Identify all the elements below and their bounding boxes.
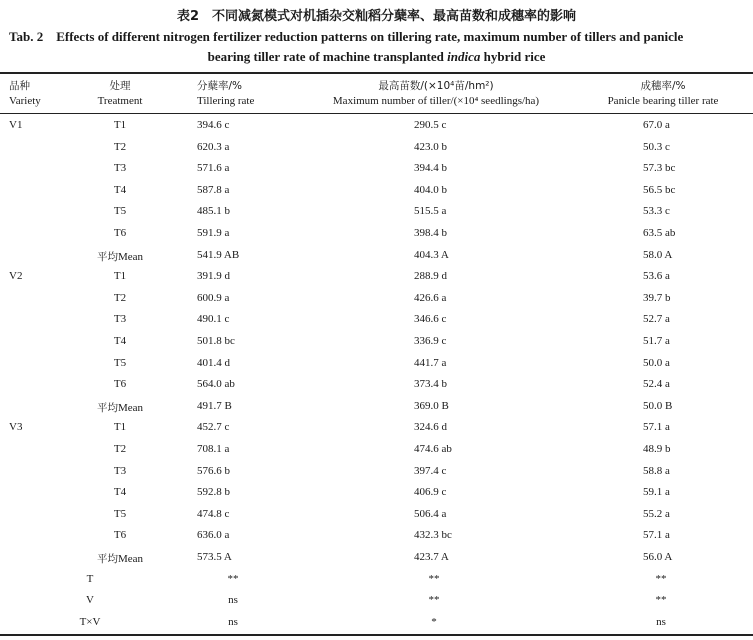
panicle-rate-cell: 58.8 a bbox=[643, 464, 670, 477]
treatment-label: T3 bbox=[113, 313, 127, 326]
max-tillers-cell: 506.4 a bbox=[414, 507, 447, 520]
table-row bbox=[0, 375, 753, 397]
max-tillers-cell: 369.0 B bbox=[414, 399, 449, 412]
tillering-cell: 587.8 a bbox=[197, 183, 230, 196]
header-tillering: 分蘖率/% Tillering rate bbox=[197, 80, 255, 107]
panicle-rate-cell: 51.7 a bbox=[643, 335, 670, 347]
treatment-en-label: Mean bbox=[117, 553, 144, 565]
max-tillers-cell: 441.7 a bbox=[414, 356, 447, 369]
anova-factor: T bbox=[86, 572, 94, 585]
top-rule bbox=[0, 72, 753, 74]
panicle-rate-cell: 39.7 b bbox=[643, 291, 671, 304]
table-row bbox=[0, 116, 753, 138]
max-tillers-cell: 406.9 c bbox=[414, 486, 447, 499]
max-tillers-cell: 404.0 b bbox=[414, 183, 447, 196]
tillering-cell: 600.9 a bbox=[197, 291, 230, 304]
treatment-label: T3 bbox=[113, 464, 127, 477]
table-title-en-line1: Tab. 2 Effects of different nitrogen fertilizer reduction patterns on tillering rate, maximum number of tillers and panicle bbox=[9, 29, 684, 44]
treatment-en-label: Mean bbox=[117, 401, 144, 414]
table-row bbox=[0, 505, 753, 527]
treatment-en-label: Mean bbox=[117, 250, 144, 263]
tillering-cell: 576.6 b bbox=[197, 464, 230, 477]
table-row bbox=[0, 181, 753, 203]
tillering-cell: 564.0 ab bbox=[197, 378, 235, 391]
variety-cell: V1 bbox=[9, 119, 23, 131]
max-tillers-cell: 426.6 a bbox=[414, 291, 447, 304]
table-row bbox=[0, 310, 753, 332]
variety-cell: V2 bbox=[9, 270, 23, 283]
treatment-cn-label: 平均 bbox=[96, 250, 118, 263]
tillering-cell: 394.6 c bbox=[197, 119, 230, 131]
panicle-rate-cell: 63.5 ab bbox=[643, 227, 676, 239]
panicle-rate-cell: 56.5 bc bbox=[643, 183, 676, 196]
table-title-cn: 表2 不同减氮模式对机插杂交籼稻分蘖率、最高苗数和成穗率的影响 bbox=[176, 9, 577, 24]
header-variety: 品种 Variety bbox=[9, 80, 41, 107]
tillering-cell: 452.7 c bbox=[197, 421, 230, 434]
table-row bbox=[0, 483, 753, 505]
max-tillers-cell: 394.4 b bbox=[414, 162, 447, 175]
panicle-rate-cell: 57.1 a bbox=[643, 529, 670, 542]
max-tillers-cell: 423.0 b bbox=[414, 140, 447, 153]
bottom-rule bbox=[0, 634, 753, 636]
panicle-rate-cell: 58.0 A bbox=[643, 248, 673, 261]
table-row bbox=[0, 418, 753, 440]
max-tillers-cell: 288.9 d bbox=[414, 270, 447, 283]
max-tillers-cell: 515.5 a bbox=[414, 205, 447, 218]
panicle-rate-cell: 52.4 a bbox=[643, 378, 670, 391]
panicle-rate-cell: 56.0 A bbox=[643, 551, 673, 563]
max-tillers-cell: 346.6 c bbox=[414, 313, 447, 326]
table-row bbox=[0, 224, 753, 246]
header-treatment: 处理 Treatment bbox=[97, 80, 143, 107]
max-tillers-cell: 474.6 ab bbox=[414, 443, 452, 455]
tillering-cell: 592.8 b bbox=[197, 486, 230, 499]
tillering-cell: 485.1 b bbox=[197, 205, 230, 218]
anova-max: ** bbox=[428, 572, 440, 585]
anova-row bbox=[0, 613, 753, 635]
treatment-label: T6 bbox=[113, 378, 127, 391]
treatment-label: T2 bbox=[113, 140, 127, 153]
anova-rate: ** bbox=[655, 594, 667, 607]
treatment-label: T2 bbox=[113, 291, 127, 304]
tillering-cell: 491.7 B bbox=[197, 399, 232, 412]
treatment-label: T4 bbox=[113, 183, 127, 196]
anova-max: ** bbox=[428, 594, 440, 607]
treatment-label: T3 bbox=[113, 162, 127, 175]
tillering-cell: 490.1 c bbox=[197, 313, 230, 326]
tillering-cell: 571.6 a bbox=[197, 162, 230, 175]
panicle-rate-cell: 50.3 c bbox=[643, 140, 670, 153]
max-tillers-cell: 324.6 d bbox=[414, 421, 447, 434]
treatment-label: T5 bbox=[113, 205, 127, 218]
table-row bbox=[0, 354, 753, 376]
tillering-cell: 501.8 bc bbox=[197, 335, 235, 347]
treatment-label: T1 bbox=[113, 270, 127, 283]
table-row bbox=[0, 397, 753, 419]
max-tillers-cell: 432.3 bc bbox=[414, 529, 452, 542]
anova-row bbox=[0, 591, 753, 613]
treatment-label: T1 bbox=[113, 421, 127, 434]
tillering-cell: 591.9 a bbox=[197, 227, 230, 239]
panicle-rate-cell: 67.0 a bbox=[643, 119, 670, 131]
panicle-rate-cell: 59.1 a bbox=[643, 486, 670, 499]
table-title-en-line2: bearing tiller rate of machine transplanted indica hybrid rice bbox=[207, 49, 546, 64]
anova-tillering: ** bbox=[227, 572, 239, 585]
treatment-label: T4 bbox=[113, 335, 127, 347]
panicle-rate-cell: 53.3 c bbox=[643, 205, 670, 218]
table-row bbox=[0, 138, 753, 160]
table-row bbox=[0, 332, 753, 354]
max-tillers-cell: 398.4 b bbox=[414, 227, 447, 239]
tillering-cell: 401.4 d bbox=[197, 356, 230, 369]
table-row bbox=[0, 462, 753, 484]
panicle-rate-cell: 57.3 bc bbox=[643, 162, 676, 175]
panicle-rate-cell: 50.0 a bbox=[643, 356, 670, 369]
tillering-cell: 573.5 A bbox=[197, 551, 232, 563]
tillering-cell: 541.9 AB bbox=[197, 248, 240, 261]
table-row bbox=[0, 548, 753, 570]
panicle-rate-cell: 53.6 a bbox=[643, 270, 670, 283]
max-tillers-cell: 290.5 c bbox=[414, 119, 447, 131]
anova-factor: T×V bbox=[79, 615, 101, 628]
header-panicle-rate: 成穗率/% Panicle bearing tiller rate bbox=[607, 80, 719, 107]
max-tillers-cell: 404.3 A bbox=[414, 248, 449, 261]
treatment-label: T2 bbox=[113, 443, 127, 455]
tillering-cell: 474.8 c bbox=[197, 507, 230, 520]
anova-row bbox=[0, 570, 753, 592]
treatment-label: T1 bbox=[113, 119, 127, 131]
panicle-rate-cell: 50.0 B bbox=[643, 399, 673, 412]
treatment-label: T4 bbox=[113, 486, 127, 499]
treatment-label: T5 bbox=[113, 507, 127, 520]
max-tillers-cell: 373.4 b bbox=[414, 378, 447, 391]
anova-tillering: ns bbox=[228, 615, 238, 628]
table-row bbox=[0, 246, 753, 268]
anova-factor: V bbox=[86, 594, 94, 607]
table-row bbox=[0, 159, 753, 181]
tillering-cell: 708.1 a bbox=[197, 443, 230, 455]
treatment-label: T6 bbox=[113, 529, 127, 542]
anova-tillering: ns bbox=[228, 594, 238, 607]
variety-cell: V3 bbox=[9, 421, 23, 434]
anova-rate: ** bbox=[655, 572, 667, 585]
table-row bbox=[0, 289, 753, 311]
tillering-cell: 620.3 a bbox=[197, 140, 230, 153]
table-row bbox=[0, 440, 753, 462]
anova-rate: ns bbox=[656, 615, 666, 628]
table-row bbox=[0, 526, 753, 548]
tillering-cell: 636.0 a bbox=[197, 529, 230, 542]
anova-max: * bbox=[431, 615, 437, 628]
header-max-tillers: 最高苗数/(×10⁴苗/hm²) Maximum number of tiller/(×10⁴ seedlings/ha) bbox=[332, 80, 540, 107]
treatment-label: T5 bbox=[113, 356, 127, 369]
panicle-rate-cell: 52.7 a bbox=[643, 313, 670, 326]
max-tillers-cell: 397.4 c bbox=[414, 464, 447, 477]
panicle-rate-cell: 57.1 a bbox=[643, 421, 670, 434]
treatment-label: T6 bbox=[113, 227, 127, 239]
tillering-cell: 391.9 d bbox=[197, 270, 230, 283]
table-row bbox=[0, 202, 753, 224]
panicle-rate-cell: 48.9 b bbox=[643, 443, 671, 455]
max-tillers-cell: 423.7 A bbox=[414, 551, 449, 563]
header-rule bbox=[0, 113, 753, 114]
treatment-cn-label: 平均 bbox=[96, 401, 118, 414]
treatment-cn-label: 平均 bbox=[96, 553, 118, 565]
table-row bbox=[0, 267, 753, 289]
max-tillers-cell: 336.9 c bbox=[414, 335, 447, 347]
panicle-rate-cell: 55.2 a bbox=[643, 507, 670, 520]
